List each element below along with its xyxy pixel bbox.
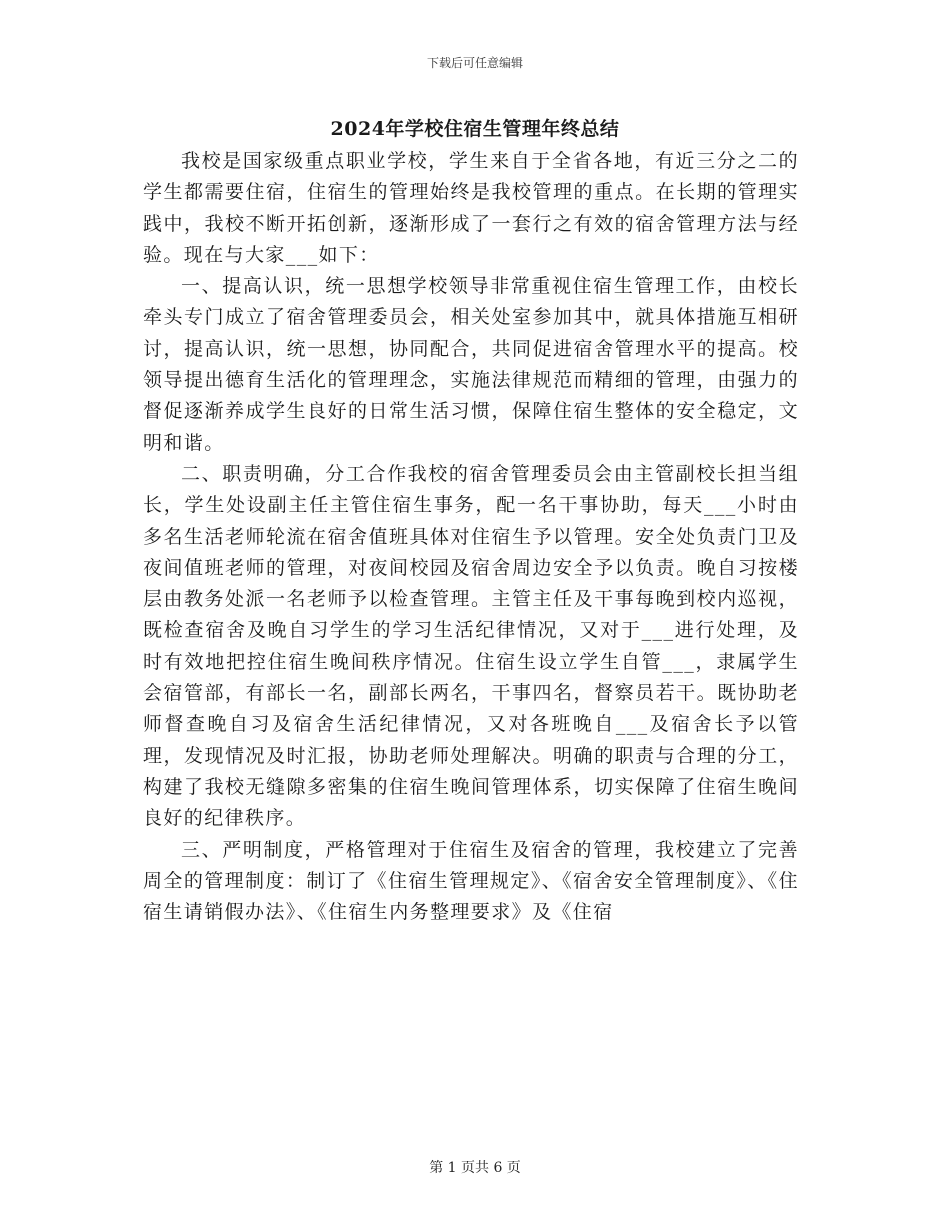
- page-number: 第 1 页共 6 页: [429, 1160, 521, 1176]
- header-note: 下载后可任意编辑: [426, 56, 523, 70]
- paragraph-section-3: 三、严明制度，严格管理对于住宿生及宿舍的管理，我校建立了完善周全的管理制度：制订了《住宿生管理规定》、《宿舍安全管理制度》、《住宿生请销假办法》、《住宿生内务整理要求》及《住宿: [143, 838, 799, 924]
- paragraph-intro: 我校是国家级重点职业学校，学生来自于全省各地，有近三分之二的学生都需要住宿，住宿生的管理始终是我校管理的重点。在长期的管理实践中，我校不断开拓创新，逐渐形成了一套行之有效的宿舍管理方法与经验。现在与大家___如下：: [143, 150, 799, 266]
- paragraph-section-2: 二、职责明确，分工合作我校的宿舍管理委员会由主管副校长担当组长，学生处设副主任主管住宿生事务，配一名干事协助，每天___小时由多名生活老师轮流在宿舍值班具体对住宿生予以管理。安全处负责门卫及夜间值班老师的管理，对夜间校园及宿舍周边安全予以负责。晚自习按楼层由教务处派一名老师予以检查管理。主管主任及干事每晚到校内巡视，既检查宿舍及晚自习学生的学习生活纪律情况，又对于___进行处理，及时有效地把控住宿生晚间秩序情况。住宿生设立学生自管___，隶属学生会宿管部，有部长一名，副部长两名，干事四名，督察员若干。既协助老师督查晚自习及宿舍生活纪律情况，又对各班晚自___及宿舍长予以管理，发现情况及时汇报，协助老师处理解决。明确的职责与合理的分工，构建了我校无缝隙多密集的住宿生晚间管理体系，切实保障了住宿生晚间良好的纪律秩序。: [143, 462, 799, 830]
- document-body: [143, 146, 799, 928]
- document-title: 2024年学校住宿生管理年终总结: [330, 118, 620, 140]
- paragraph-section-1: 一、提高认识，统一思想学校领导非常重视住宿生管理工作，由校长牵头专门成立了宿舍管理委员会，相关处室参加其中，就具体措施互相研讨，提高认识，统一思想，协同配合，共同促进宿舍管理水平的提高。校领导提出德育生活化的管理理念，实施法律规范而精细的管理，由强力的督促逐渐养成学生良好的日常生活习惯，保障住宿生整体的安全稳定，文明和谐。: [143, 275, 799, 454]
